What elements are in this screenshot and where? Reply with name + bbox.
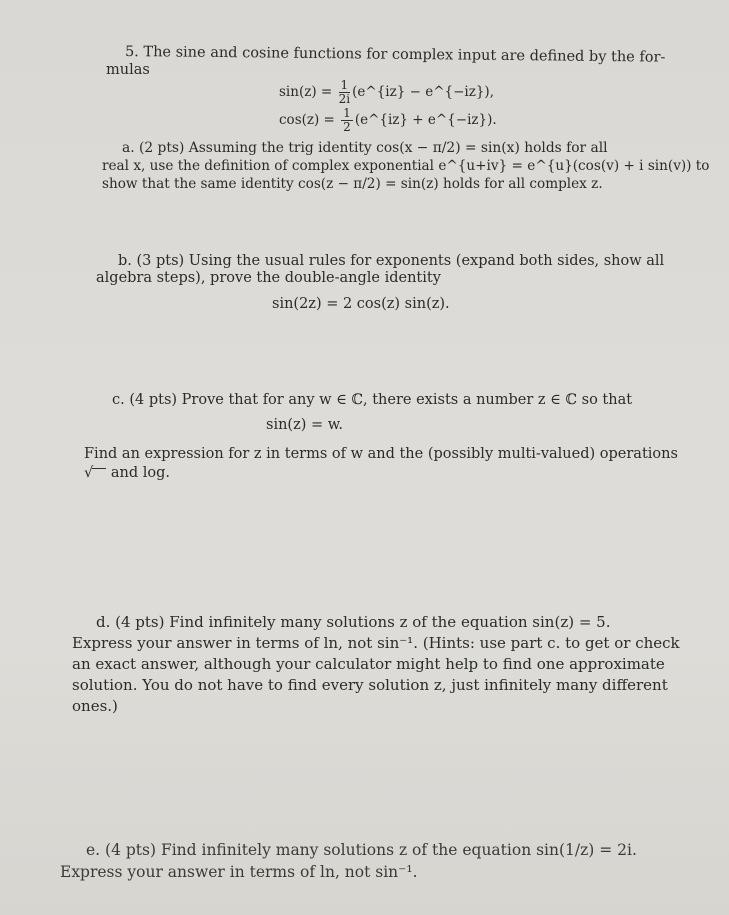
sin-rhs: (e^{iz} − e^{−iz}), [352, 84, 494, 100]
part-d-line4: solution. You do not have to find every solution z, just infinitely many different [72, 676, 668, 694]
part-c-line3: and log. [110, 465, 170, 481]
sin-frac-num: 1 [340, 78, 349, 92]
sin-fraction [339, 79, 351, 106]
part-c-line3-wrap [84, 463, 170, 483]
part-c-equation: sin(z) = w. [266, 417, 344, 433]
cos-fraction [341, 107, 353, 134]
part-d-line1: d. (4 pts) Find infinitely many solutions z of the equation sin(z) = 5. [96, 613, 611, 631]
problem5-intro-line1: 5. The sine and cosine functions for complex input are defined by the for- [124, 44, 666, 66]
part-a-line3: show that the same identity cos(z − π/2) = sin(z) holds for all complex z. [102, 176, 603, 192]
sin-definition [279, 78, 494, 106]
sqrt-icon: √ [84, 465, 106, 481]
cos-definition [279, 106, 497, 134]
part-d-line3: an exact answer, although your calculator might help to find one approximate [72, 655, 665, 673]
sin-lhs: sin(z) = [279, 84, 333, 100]
part-e-line2: Express your answer in terms of ln, not sin⁻¹. [60, 863, 418, 881]
cos-lhs: cos(z) = [279, 112, 335, 128]
part-c-line2: Find an expression for z in terms of w and the (possibly multi-valued) operations [84, 446, 678, 462]
part-d-line2: Express your answer in terms of ln, not sin⁻¹. (Hints: use part c. to get or check [72, 634, 680, 652]
cos-rhs: (e^{iz} + e^{−iz}). [354, 112, 497, 128]
part-c-line1: c. (4 pts) Prove that for any w ∈ ℂ, there exists a number z ∈ ℂ so that [112, 392, 633, 408]
part-b-equation: sin(2z) = 2 cos(z) sin(z). [272, 296, 450, 312]
part-e-line1: e. (4 pts) Find infinitely many solutions z of the equation sin(1/z) = 2i. [86, 841, 637, 859]
problem5-intro-line2: mulas [106, 62, 150, 78]
part-b-line1: b. (3 pts) Using the usual rules for exponents (expand both sides, show all [118, 253, 665, 269]
sin-frac-den: 2i [338, 92, 351, 106]
cos-frac-num: 1 [343, 106, 351, 120]
part-d-line5: ones.) [72, 697, 118, 715]
part-a-line2: real x, use the definition of complex exponential e^{u+iv} = e^{u}(cos(v) + i sin(v)) to [102, 158, 710, 174]
part-b-line2: algebra steps), prove the double-angle identity [96, 270, 441, 286]
part-a-line1: a. (2 pts) Assuming the trig identity cos(x − π/2) = sin(x) holds for all [122, 140, 608, 156]
cos-frac-den: 2 [343, 120, 351, 134]
